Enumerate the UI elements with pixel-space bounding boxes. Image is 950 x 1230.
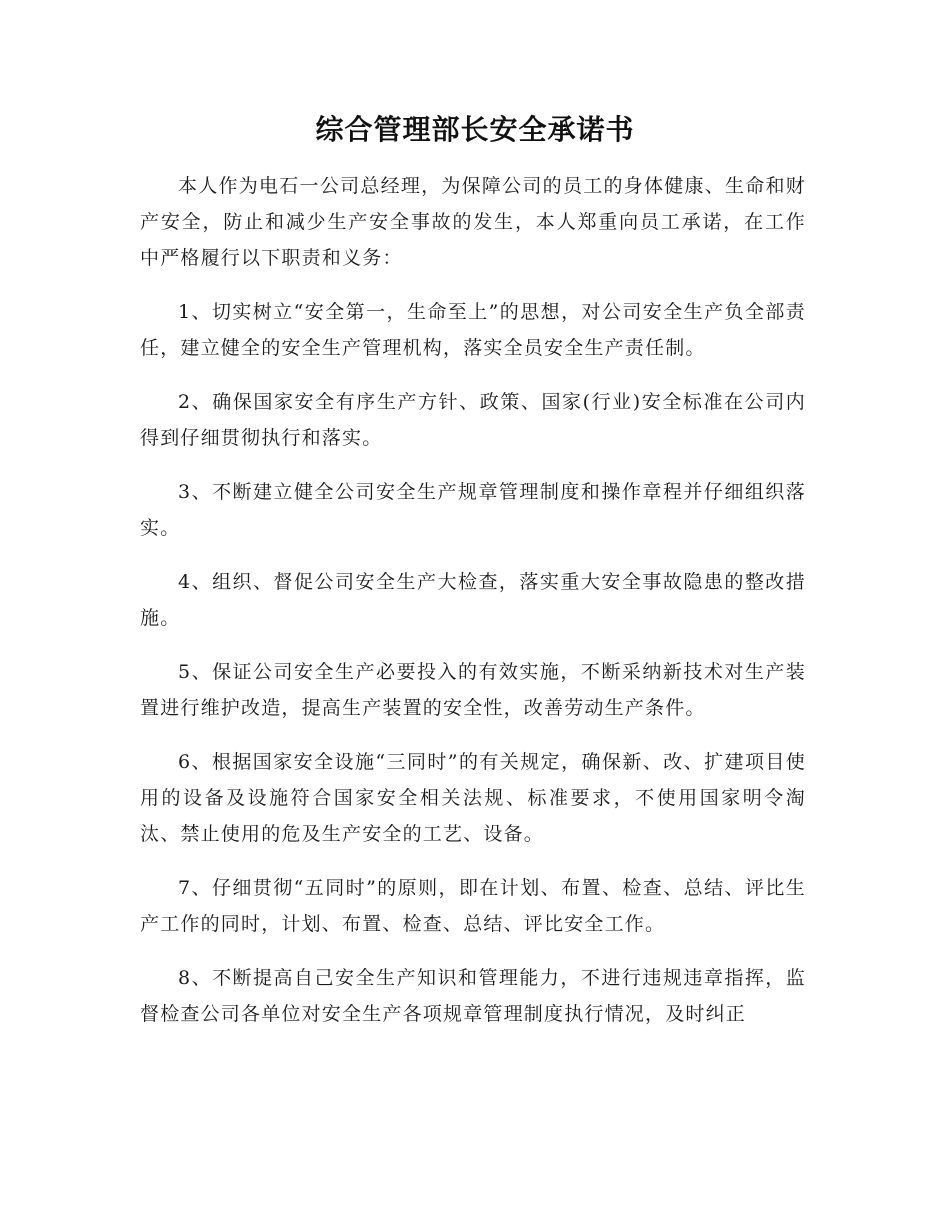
paragraph-item-3: 3、不断建立健全公司安全生产规章管理制度和操作章程并仔细组织落实。 [140,481,806,539]
paragraph-item-6: 6、根据国家安全设施“三同时”的有关规定，确保新、改、扩建项目使用的设备及设施符合国家安全相关法规、标准要求，不使用国家明令淘汰、禁止使用的危及生产安全的工艺、设备。 [140,751,806,845]
paragraph-item-1: 1、切实树立“安全第一，生命至上”的思想，对公司安全生产负全部责任，建立健全的安全生产管理机构，落实全员安全生产责任制。 [140,301,806,359]
document-body [140,168,806,1032]
paragraph-item-4: 4、组织、督促公司安全生产大检查，落实重大安全事故隐患的整改措施。 [140,571,806,629]
paragraph-item-5: 5、保证公司安全生产必要投入的有效实施，不断采纳新技术对生产装置进行维护改造，提高生产装置的安全性，改善劳动生产条件。 [140,661,806,719]
paragraph-item-8: 8、不断提高自己安全生产知识和管理能力，不进行违规违章指挥，监督检查公司各单位对安全生产各项规章管理制度执行情况，及时纠正 [140,967,806,1025]
paragraph-intro: 本人作为电石一公司总经理，为保障公司的员工的身体健康、生命和财产安全，防止和减少生产安全事故的发生，本人郑重向员工承诺，在工作中严格履行以下职责和义务： [140,175,806,269]
paragraph-item-7: 7、仔细贯彻“五同时”的原则，即在计划、布置、检查、总结、评比生产工作的同时，计划、布置、检查、总结、评比安全工作。 [140,877,806,935]
paragraph-item-2: 2、确保国家安全有序生产方针、政策、国家(行业)安全标准在公司内得到仔细贯彻执行和落实。 [140,391,806,449]
document-title: 综合管理部长安全承诺书 [315,113,635,146]
